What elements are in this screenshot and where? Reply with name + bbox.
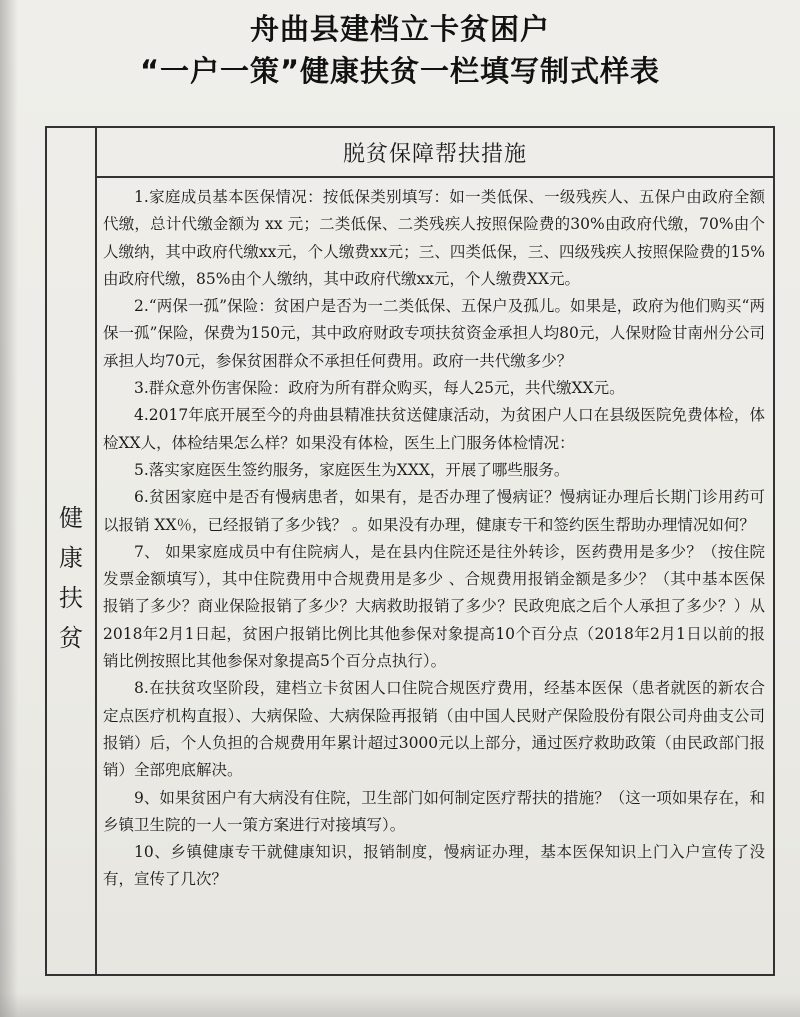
title-line-1: 舟曲县建档立卡贫困户 — [249, 12, 550, 46]
measure-item-4: 4.2017年底开展至今的舟曲县精准扶贫送健康活动，为贫困户人口在县级医院免费体检，体检XX人，体检结果怎么样？如果没有体检，医生上门服务体检情况： — [103, 406, 765, 452]
row-label-health-poverty — [47, 498, 95, 658]
measure-item-2: 2.“两保一孤”保险：贫困户是否为一二类低保、五保户及孤儿。如果是，政府为他们购买“两保一孤”保险，保费为150元，其中政府财政专项扶贫资金承担人均80元，人保财险甘南州分公司承担人均70元，参保贫困群众不承担任何费用。政府一共代缴多少？ — [103, 297, 765, 370]
measure-item-9: 9、如果贫困户有大病没有住院，卫生部门如何制定医疗帮扶的措施？（这一项如果存在，和乡镇卫生院的一人一策方案进行对接填写）。 — [103, 788, 765, 834]
measure-item-8: 8.在扶贫攻坚阶段，建档立卡贫困人口住院合规医疗费用，经基本医保（患者就医的新农合定点医疗机构直报）、大病保险、大病保险再报销（由中国人民财产保险股份有限公司舟曲支公司报销）后，个人负担的合规费用年累计超过3000元以上部分，通过医疗救助政策（由民政部门报销）全部兜底解决。 — [103, 679, 765, 780]
scan-edge-shadow — [0, 0, 18, 1017]
measure-item-3: 3.群众意外伤害保险：政府为所有群众购买，每人25元，共代缴XX元。 — [134, 379, 625, 398]
title-line-2: “一户一策”健康扶贫一栏填写制式样表 — [139, 54, 661, 88]
measure-item-7: 7、 如果家庭成员中有住院病人，是在县内住院还是往外转诊，医药费用是多少？（按住院发票金额填写），其中住院费用中合规费用是多少 、合规费用报销金额是多少？（其中基本医保报销了多少？商业保险报销了多少？大病救助报销了多少？民政兜底之后个人承担了多少？）从2018年2月1日起，贫困户报销比例比其他参保对象提高10个百分点（2018年2月1日以前的报销比例按照比其他参保对象提高5个百分点执行）。 — [103, 542, 765, 671]
measure-item-6: 6.贫困家庭中是否有慢病患者，如果有，是否办理了慢病证？慢病证办理后长期门诊用药可以报销 XX％，已经报销了多少钱？ 。如果没有办理，健康专干和签约医生帮助办理情况如何？ — [103, 488, 765, 534]
measures-content — [103, 184, 765, 894]
row-label-char: 贫 — [59, 624, 83, 652]
document-title — [0, 8, 800, 92]
column-divider — [95, 128, 97, 974]
measure-item-5: 5.落实家庭医生签约服务，家庭医生为XXX，开展了哪些服务。 — [134, 460, 570, 479]
measure-item-1: 1.家庭成员基本医保情况：按低保类别填写：如一类低保、一级残疾人、五保户由政府全额代缴，总计代缴金额为 xx 元；二类低保、二类残疾人按照保险费的30%由政府代缴，70%由个人缴纳，其中政府代缴xx元，个人缴费xx元；三、四类低保，三、四级残疾人按照保险费的15%由政府代缴，85%由个人缴纳，其中政府代缴xx元，个人缴费XX元。 — [103, 188, 765, 288]
row-label-char: 康 — [59, 544, 83, 572]
scan-bottom-shadow — [0, 993, 800, 1017]
measure-item-10: 10、乡镇健康专干就健康知识，报销制度，慢病证办理，基本医保知识上门入户宣传了没有，宣传了几次？ — [103, 843, 765, 889]
header-divider — [97, 176, 773, 178]
table-header: 脱贫保障帮扶措施 — [342, 141, 527, 167]
row-label-char: 健 — [59, 504, 83, 532]
row-label-char: 扶 — [59, 584, 83, 612]
form-table — [45, 126, 775, 976]
